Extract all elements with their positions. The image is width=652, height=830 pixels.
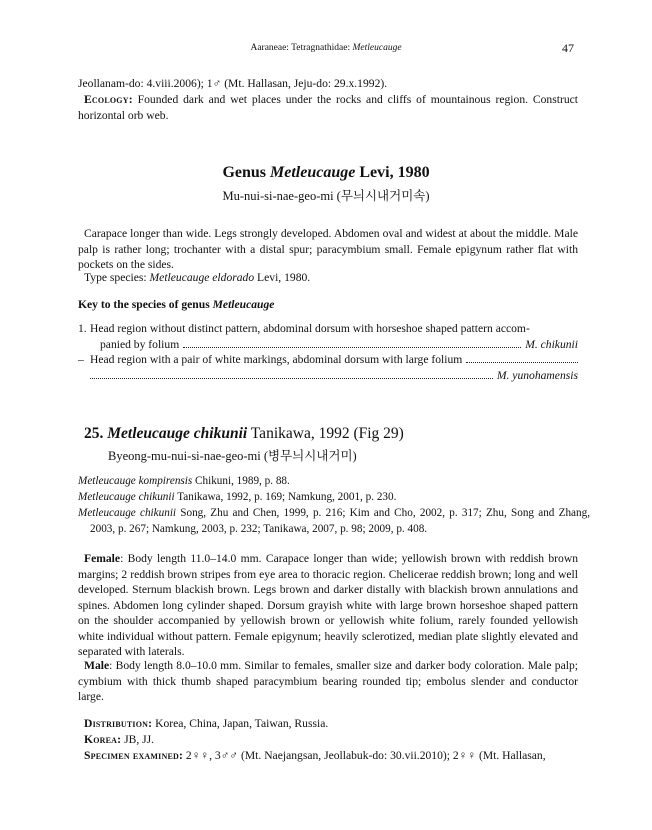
genus-title-name: Metleucauge bbox=[270, 164, 356, 181]
specimens-examined bbox=[78, 748, 578, 764]
key-title bbox=[78, 298, 274, 311]
key-item bbox=[78, 352, 578, 384]
genus-title-author: Levi, 1980 bbox=[355, 164, 430, 181]
key-item-number: – bbox=[78, 353, 84, 366]
korea-label: Korea: bbox=[84, 733, 122, 746]
genus-title-prefix: Genus bbox=[222, 164, 271, 181]
key-item bbox=[78, 321, 578, 353]
intro-ecology bbox=[78, 92, 578, 123]
locality-text: Jeollanam-do: 4.viii.2006); 1♂ (Mt. Hallasan, Jeju-do: 29.x.1992). bbox=[78, 77, 388, 90]
synonym-citation: Tanikawa, 1992, p. 169; Namkung, 2001, p. 230. bbox=[174, 491, 397, 503]
running-head-prefix: Aaraneae: Tetragnathidae: bbox=[250, 43, 353, 53]
species-number: 25. bbox=[84, 425, 104, 442]
ecology-text: Founded dark and wet places under the rocks and cliffs of mountainous region. Construct horizontal orb web. bbox=[78, 93, 578, 122]
female-description bbox=[78, 551, 578, 660]
synonym-name: Metleucauge kompirensis bbox=[78, 475, 193, 487]
distribution bbox=[78, 716, 578, 732]
genus-title bbox=[0, 164, 652, 182]
korea-provinces bbox=[78, 732, 578, 748]
key-item-line: Head region without distinct pattern, abdominal dorsum with horseshoe shaped pattern accom- bbox=[90, 322, 530, 335]
key-item-result: M. chikunii bbox=[525, 337, 578, 351]
distribution-label: Distribution: bbox=[84, 717, 153, 730]
key-item-number: 1. bbox=[78, 322, 87, 335]
synonym-name: Metleucauge chikunii bbox=[78, 491, 175, 503]
korea-text: JB, JJ. bbox=[121, 733, 155, 746]
running-head bbox=[0, 43, 652, 53]
type-species bbox=[78, 270, 578, 286]
key-item-line: Head region with a pair of white markings, abdominal dorsum with large folium bbox=[90, 353, 463, 366]
key-item-result: M. yunohamensis bbox=[496, 368, 578, 382]
genus-description: Carapace longer than wide. Legs strongly developed. Abdomen oval and widest at about the middle. Male palp is rather long; trochanter with a distal spur; paracymbium small. Female epigynum rather flat with pockets on the sides. bbox=[78, 227, 578, 271]
female-text: : Body length 11.0–14.0 mm. Carapace longer than wide; yellowish brown with reddish brown margins; 2 reddish brown stripes from eye area to thoracic region. Chelicerae reddish brown; long and well developed. Sternum blackish brown. Legs brown and darker distally with blackish brown annulations and spines. Abdomen long cylinder shaped. Dorsum grayish white with large brown horseshoe shaped pattern on the shoulder accompanied by yellowish brown or yellowish white folium, rarely founded yellowish white individual without pattern. Female epigynum; heavily sclerotized, median plate slightly elevated and separated with laterals. bbox=[78, 552, 578, 658]
specimen-text: 2♀♀, 3♂♂ (Mt. Naejangsan, Jeollabuk-do: 30.vii.2010); 2♀♀ (Mt. Hallasan, bbox=[183, 749, 546, 762]
ecology-label: Ecology: bbox=[84, 93, 133, 106]
distribution-text: Korea, China, Japan, Taiwan, Russia. bbox=[152, 717, 329, 730]
running-head-genus: Metleucauge bbox=[352, 43, 402, 53]
key-title-genus: Metleucauge bbox=[212, 298, 275, 311]
type-species-label: Type species: bbox=[84, 271, 150, 284]
male-label: Male bbox=[84, 659, 110, 672]
genus-korean-name: Mu-nui-si-nae-geo-mi (무늬시내거미속) bbox=[222, 189, 430, 203]
male-text: : Body length 8.0–10.0 mm. Similar to females, smaller size and darker body coloration. Male palp; cymbium with thick thumb shaped paracymbium bearing rounded tip; embolus slender and conductor large. bbox=[78, 659, 578, 703]
female-label: Female bbox=[84, 552, 121, 565]
intro-locality bbox=[78, 76, 578, 92]
specimen-label: Specimen examined: bbox=[84, 749, 184, 762]
male-description bbox=[78, 658, 578, 705]
species-author: Tanikawa, 1992 (Fig 29) bbox=[247, 425, 404, 442]
key-item-line: panied by folium bbox=[100, 337, 180, 351]
species-korean-name: Byeong-mu-nui-si-nae-geo-mi (병무늬시내거미) bbox=[108, 449, 357, 463]
species-name: Metleucauge chikunii bbox=[107, 425, 248, 442]
type-species-name: Metleucauge eldorado bbox=[149, 271, 255, 284]
species-title bbox=[84, 425, 404, 443]
synonym-citation: Song, Zhu and Chen, 1999, p. 216; Kim and Cho, 2002, p. 317; Zhu, Song and Zhang, 2003, p. 267; Namkung, 2003, p. 232; Tanikawa, 2007, p. 98; 2009, p. 408. bbox=[90, 507, 590, 535]
synonym-entry bbox=[78, 490, 578, 506]
synonym-name: Metleucauge chikunii bbox=[78, 507, 177, 519]
type-species-author: Levi, 1980. bbox=[254, 271, 311, 284]
synonym-citation: Chikuni, 1989, p. 88. bbox=[192, 475, 290, 487]
synonym-entry bbox=[78, 506, 590, 537]
synonym-entry bbox=[78, 474, 578, 490]
key-title-prefix: Key to the species of genus bbox=[78, 298, 213, 311]
page-number: 47 bbox=[562, 41, 574, 55]
